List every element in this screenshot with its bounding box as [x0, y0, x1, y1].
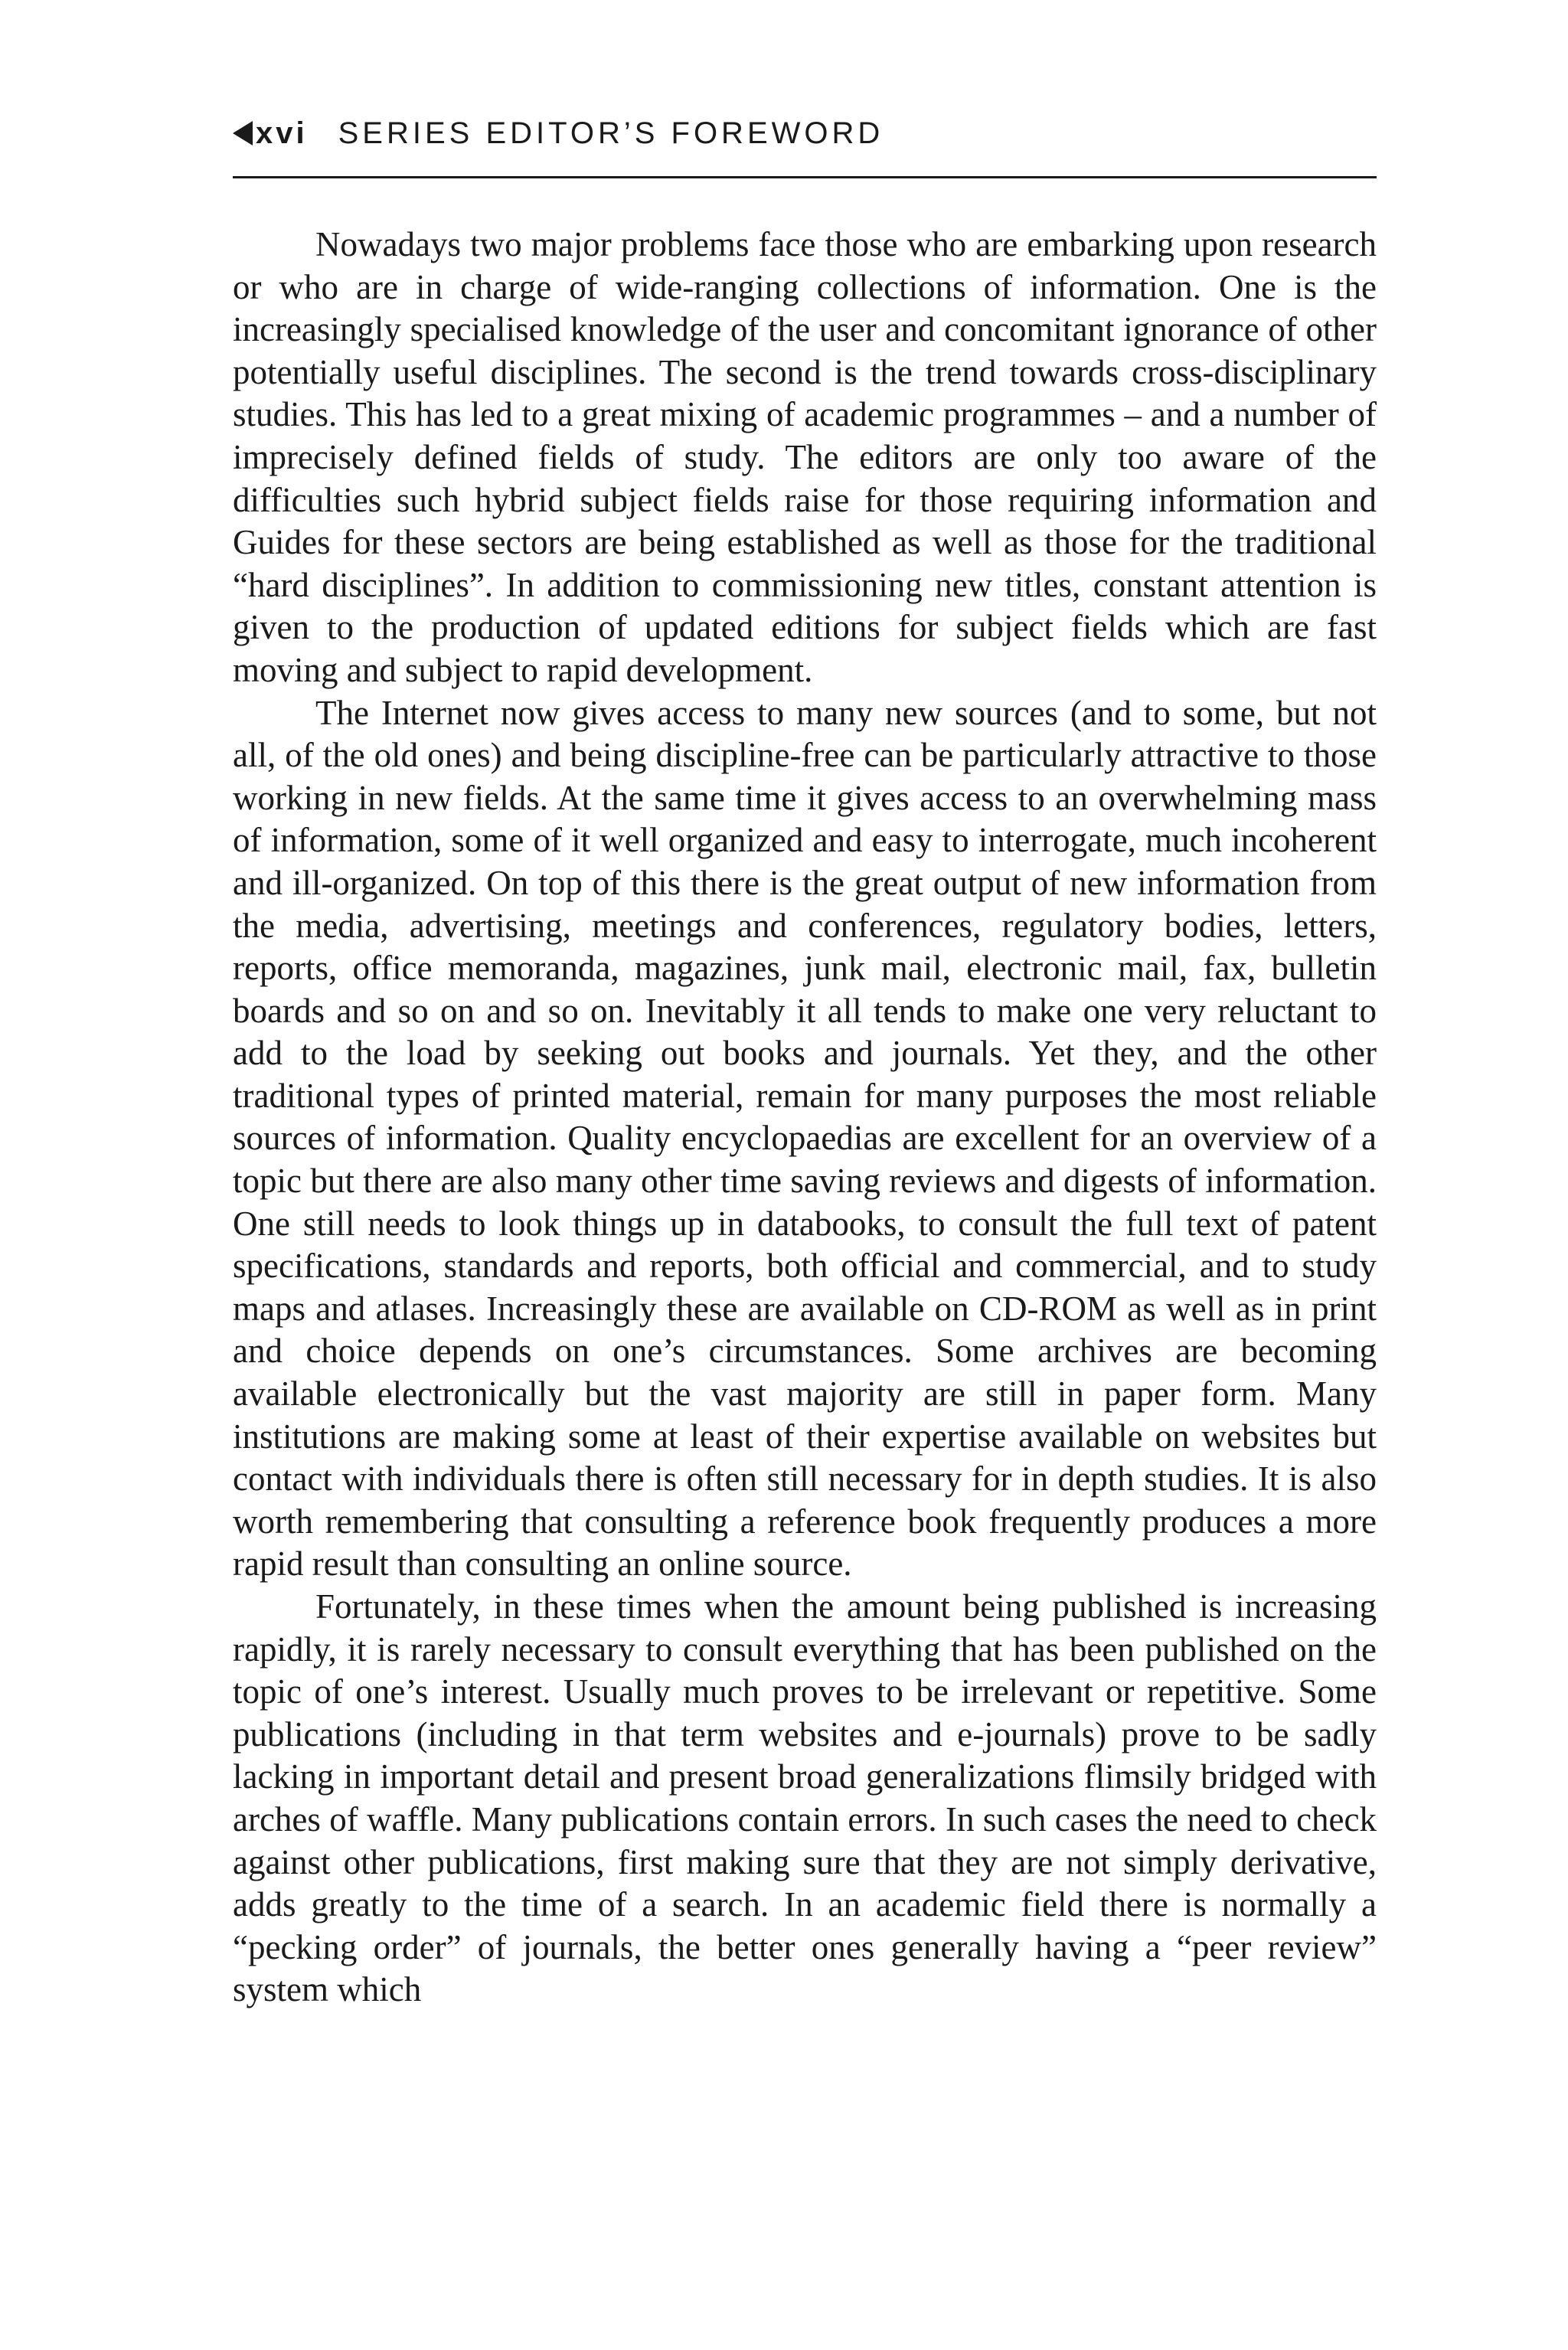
running-head — [233, 118, 1377, 149]
header-rule — [233, 176, 1377, 178]
paragraph: The Internet now gives access to many new sources (and to some, but not all, of the old ones) and being discipline-free can be particularly attractive to those working in new fields. At the same time it gives access to an overwhelming mass of information, some of it well organized and easy to interrogate, much incoherent and ill-organized. On top of this there is the great output of new information from the media, advertising, meetings and conferences, regulatory bodies, letters, reports, office memoranda, magazines, junk mail, electronic mail, fax, bulletin boards and so on and so on. Inevitably it all tends to make one very reluctant to add to the load by seeking out books and journals. Yet they, and the other traditional types of printed material, remain for many purposes the most reliable sources of information. Quality encyclopaedias are excellent for an overview of a topic but there are also many other time saving reviews and digests of information. One still needs to look things up in databooks, to consult the full text of patent specifications, standards and reports, both official and commercial, and to study maps and atlases. Increasingly these are available on CD-ROM as well as in print and choice depends on one’s circumstances. Some archives are becoming available electronically but the vast majority are still in paper form. Many institutions are making some at least of their expertise available on websites but contact with individuals there is often still necessary for in depth studies. It is also worth remembering that consulting a reference book frequently produces a more rapid result than consulting an online source. — [233, 693, 1377, 1584]
paragraph: Fortunately, in these times when the amount being published is increasing rapidly, it is rarely necessary to consult everything that has been published on the topic of one’s interest. Usually much proves to be irrelevant or repetitive. Some publications (including in that term websites and e-journals) prove to be sadly lacking in important detail and present broad generalizations flimsily bridged with arches of waffle. Many publications contain errors. In such cases the need to check against other publications, first making sure that they are not simply derivative, adds greatly to the time of a search. In an academic field there is normally a “pecking order” of journals, the better ones generally having a “peer review” system which — [233, 1587, 1377, 2009]
body-text — [233, 224, 1377, 2012]
paragraph: Nowadays two major problems face those who are embarking upon research or who are in charge of wide-ranging collections of information. One is the increasingly specialised knowledge of the user and concomitant ignorance of other potentially useful disciplines. The second is the trend towards cross-disciplinary studies. This has led to a great mixing of academic programmes – and a number of imprecisely defined fields of study. The editors are only too aware of the difficulties such hybrid subject fields raise for those requiring information and Guides for these sectors are being established as well as those for the traditional “hard disciplines”. In addition to commissioning new titles, constant attention is given to the production of updated editions for subject fields which are fast moving and subject to rapid development. — [233, 225, 1377, 689]
page-number: xvi — [256, 116, 308, 150]
section-title: SERIES EDITOR’S FOREWORD — [338, 116, 884, 150]
triangle-left-icon — [233, 121, 253, 145]
